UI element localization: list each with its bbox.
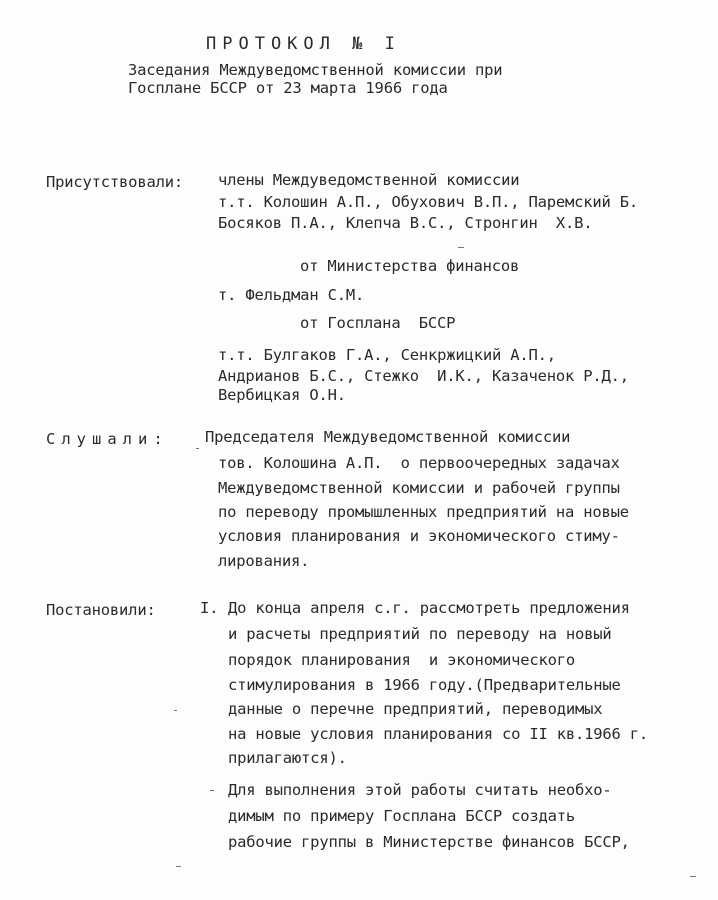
scan-speck	[210, 790, 214, 791]
present-line-3: Босяков П.А., Клепча В.С., Стронгин Х.В.	[218, 214, 593, 232]
heard-line-6: лирования.	[218, 552, 310, 570]
heard-line-4: по переводу промышленных предприятий на новые	[218, 503, 629, 521]
resolved-line-6: на новые условия планирования со II кв.1966 г.	[228, 725, 649, 743]
continuation-line-3: рабочие группы в Министерстве финансов БССР,	[228, 833, 630, 851]
resolved-line-1: До конца апреля с.г. рассмотреть предложения	[228, 599, 630, 617]
scan-speck	[176, 866, 181, 867]
continuation-line-2: димым по примеру Госплана БССР создать	[228, 807, 576, 825]
resolved-item-number: I.	[200, 599, 219, 617]
heard-line-5: условия планирования и экономического стиму-	[218, 527, 620, 545]
meeting-subtitle-line-1: Заседания Междуведомственной комиссии при	[128, 61, 503, 79]
present-line-2: т.т. Колошин А.П., Обухович В.П., Паремский Б.	[218, 193, 639, 211]
present-label: Присутствовали:	[46, 173, 183, 191]
scan-speck	[196, 448, 199, 449]
resolved-label: Постановили:	[46, 601, 156, 619]
resolved-line-3: порядок планирования и экономического	[228, 651, 576, 669]
gosplan-line-2: Андрианов Б.С., Стежко И.К., Казаченок Р.Д.,	[218, 367, 629, 385]
scan-speck	[690, 876, 696, 877]
heard-line-1: Председателя Междуведомственной комиссии	[205, 428, 571, 446]
heard-label: Слушали:	[46, 430, 169, 448]
protocol-title: ПРОТОКОЛ № I	[206, 34, 401, 54]
ministry-heading: от Министерства финансов	[300, 257, 520, 275]
continuation-line-1: Для выполнения этой работы считать необхо-	[228, 781, 612, 799]
gosplan-line-1: т.т. Булгаков Г.А., Сенкржицкий А.П.,	[218, 346, 556, 364]
gosplan-heading: от Госплана БССР	[300, 314, 456, 332]
resolved-line-4: стимулирования в 1966 году.(Предварительные	[228, 676, 621, 694]
present-line-1: члены Междуведомственной комиссии	[218, 171, 520, 189]
resolved-line-7: прилагаются).	[228, 749, 347, 767]
scan-speck	[174, 710, 177, 711]
heard-line-2: тов. Колошина А.П. о первоочередных задачах	[218, 454, 620, 472]
scan-speck	[458, 247, 464, 248]
heard-line-3: Междуведомственной комиссии и рабочей группы	[218, 479, 620, 497]
meeting-subtitle-line-2: Госплане БССР от 23 марта 1966 года	[128, 79, 448, 97]
ministry-member: т. Фельдман С.М.	[218, 286, 365, 304]
resolved-line-2: и расчеты предприятий по переводу на новый	[228, 625, 612, 643]
gosplan-line-3: Вербицкая О.Н.	[218, 386, 346, 404]
resolved-line-5: данные о перечне предприятий, переводимых	[228, 700, 603, 718]
